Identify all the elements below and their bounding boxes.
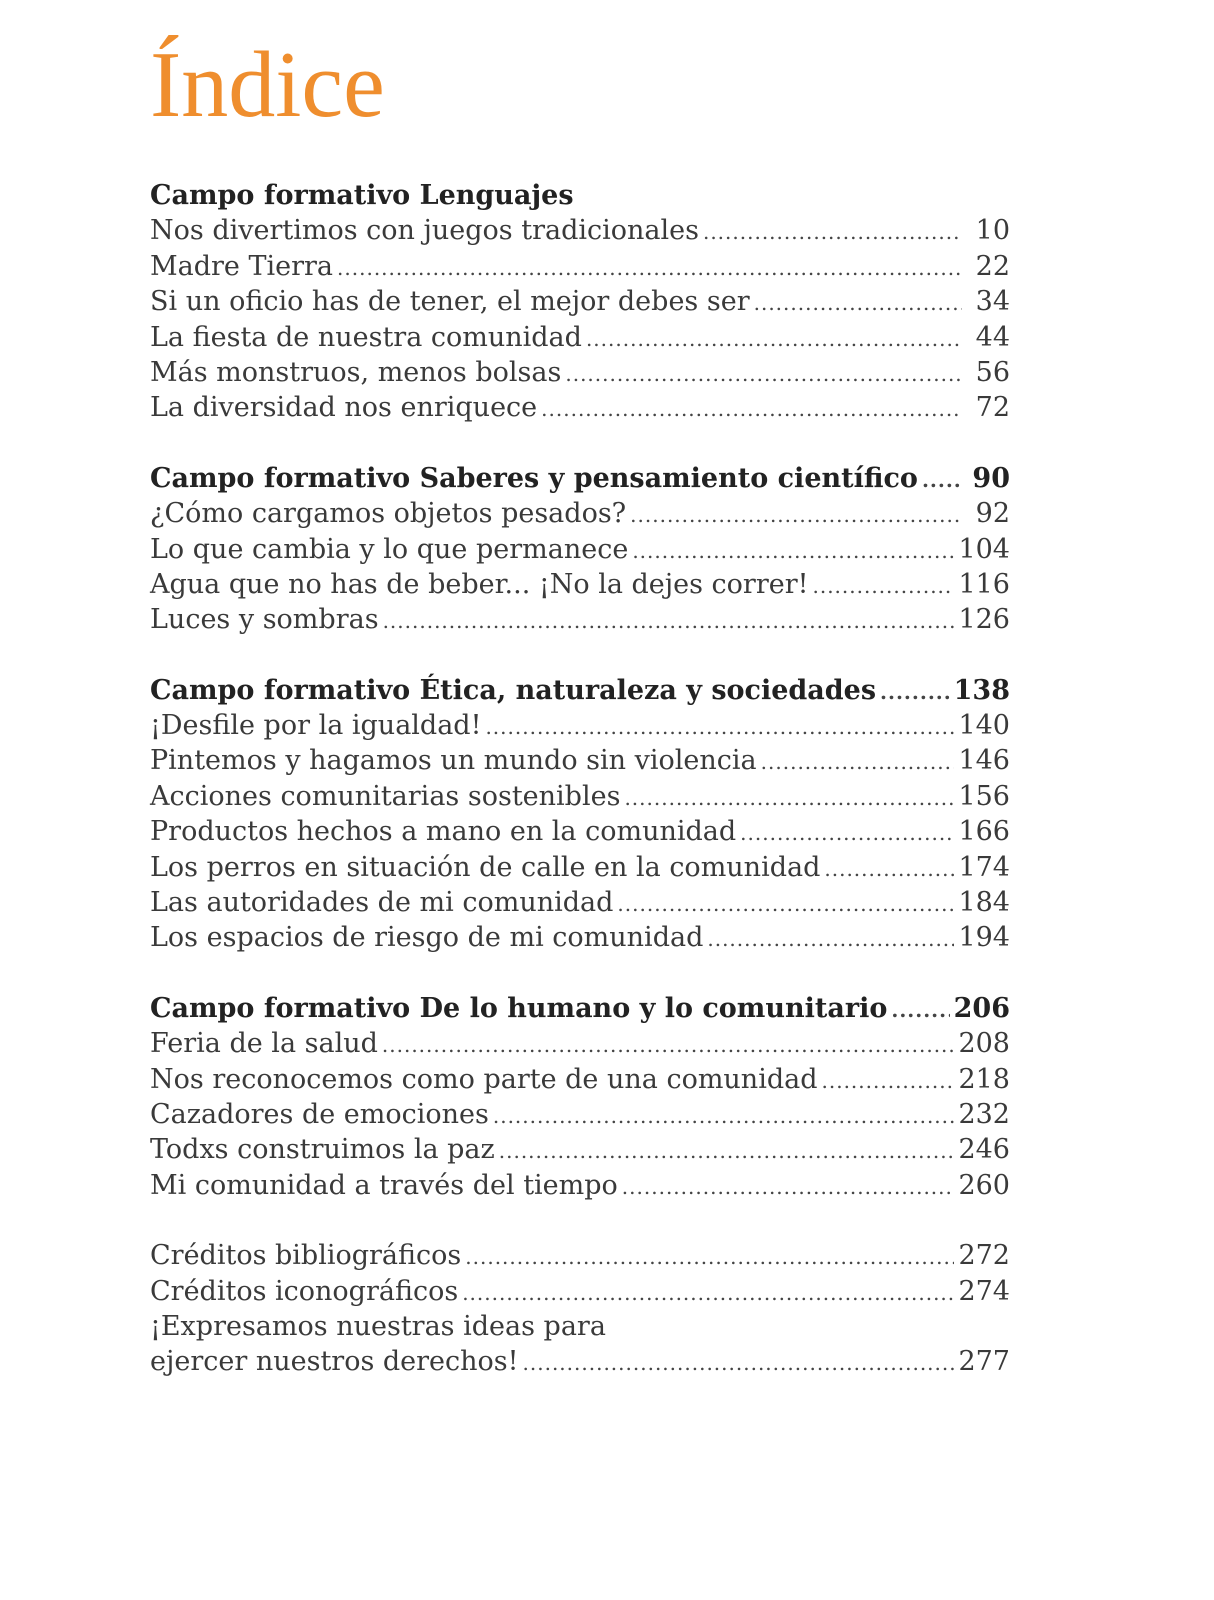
dot-leader: [465, 1240, 954, 1275]
section-heading-humano[interactable]: [150, 991, 1010, 1026]
dot-leader: [880, 675, 950, 710]
toc-entry-expresamos-line1[interactable]: [150, 1309, 1010, 1344]
page-number: 56: [975, 356, 1010, 388]
toc-entry[interactable]: [150, 390, 1010, 425]
toc-entry-label: Las autoridades de mi comunidad: [150, 887, 614, 919]
toc-entry-label: Lo que cambia y lo que permanece: [150, 533, 629, 565]
section-heading-lenguajes[interactable]: [150, 178, 1010, 213]
dot-leader: [891, 993, 949, 1028]
page-number: 116: [958, 568, 1010, 600]
page-number: 274: [958, 1275, 1010, 1307]
page-number: 90: [972, 462, 1010, 494]
toc-entry-label: Nos reconocemos como parte de una comunidad: [150, 1063, 818, 1095]
toc-entry-expresamos-line2[interactable]: [150, 1344, 1010, 1379]
toc-entry[interactable]: [150, 779, 1010, 814]
dot-leader: [822, 1064, 955, 1099]
page-number: 260: [958, 1169, 1010, 1201]
page-title: Índice: [150, 33, 385, 137]
page-number: 92: [975, 498, 1010, 530]
toc-entry-label: ¡Desfile por la igualdad!: [150, 710, 482, 742]
section-heading-label: Campo formativo Ética, naturaleza y sociedades: [150, 674, 877, 706]
page-number: 104: [958, 533, 1010, 565]
toc-entry[interactable]: [150, 1026, 1010, 1061]
section-spacer: [150, 426, 1010, 461]
dot-leader: [337, 251, 962, 286]
dot-leader: [922, 463, 962, 498]
toc-entry[interactable]: [150, 885, 1010, 920]
toc-entry-label: Pintemos y hagamos un mundo sin violencia: [150, 745, 757, 777]
section-spacer: [150, 956, 1010, 991]
page-number: 126: [958, 604, 1010, 636]
page-number: 272: [958, 1240, 1010, 1272]
toc-entry-label: Créditos bibliográficos: [150, 1240, 462, 1272]
toc-entry-label: La diversidad nos enriquece: [150, 392, 538, 424]
toc-entry[interactable]: [150, 355, 1010, 390]
page-number: 218: [958, 1063, 1010, 1095]
dot-leader: [630, 498, 962, 533]
page-number: 166: [958, 816, 1010, 848]
section-heading-saberes[interactable]: [150, 461, 1010, 496]
toc-entry[interactable]: [150, 213, 1010, 248]
toc-entry-credits-bibliographic[interactable]: [150, 1238, 1010, 1273]
toc-entry-label: Todxs construimos la paz: [150, 1134, 495, 1166]
page-number: 138: [953, 674, 1010, 706]
dot-leader: [523, 1346, 955, 1381]
page-number: 206: [953, 992, 1010, 1024]
toc-entry-label: Acciones comunitarias sostenibles: [150, 780, 621, 812]
dot-leader: [499, 1134, 955, 1169]
toc-entry-label: Madre Tierra: [150, 250, 334, 282]
toc-entry-label: ejercer nuestros derechos!: [150, 1346, 519, 1378]
page-number: 246: [958, 1134, 1010, 1166]
toc-entry[interactable]: [150, 284, 1010, 319]
page-number: 208: [958, 1028, 1010, 1060]
toc-entry[interactable]: [150, 1097, 1010, 1132]
dot-leader: [707, 922, 954, 957]
toc-entry[interactable]: [150, 708, 1010, 743]
toc-entry[interactable]: [150, 743, 1010, 778]
page-number: 194: [958, 922, 1010, 954]
section-heading-label: Campo formativo De lo humano y lo comunitario: [150, 992, 888, 1024]
table-of-contents: [150, 178, 1010, 1380]
toc-entry-label: ¡Expresamos nuestras ideas para: [150, 1310, 606, 1342]
toc-entry-label: ¿Cómo cargamos objetos pesados?: [150, 498, 627, 530]
section-heading-label: Campo formativo Saberes y pensamiento científico: [150, 462, 918, 494]
toc-entry[interactable]: [150, 814, 1010, 849]
dot-leader: [761, 745, 955, 780]
page-number: 34: [975, 286, 1010, 318]
page-number: 277: [958, 1346, 1010, 1378]
toc-entry[interactable]: [150, 920, 1010, 955]
toc-entry[interactable]: [150, 850, 1010, 885]
dot-leader: [632, 534, 954, 569]
dot-leader: [703, 215, 962, 250]
toc-entry[interactable]: [150, 1168, 1010, 1203]
toc-entry[interactable]: [150, 602, 1010, 637]
dot-leader: [383, 604, 955, 639]
dot-leader: [541, 392, 962, 427]
dot-leader: [382, 1028, 955, 1063]
page-number: 44: [975, 321, 1010, 353]
toc-entry[interactable]: [150, 249, 1010, 284]
dot-leader: [622, 1170, 955, 1205]
dot-leader: [617, 887, 954, 922]
section-spacer: [150, 638, 1010, 673]
toc-entry[interactable]: [150, 532, 1010, 567]
toc-entry-label: Cazadores de emociones: [150, 1098, 489, 1130]
toc-entry[interactable]: [150, 320, 1010, 355]
dot-leader: [754, 286, 962, 321]
dot-leader: [462, 1276, 954, 1311]
section-heading-label: Campo formativo Lenguajes: [150, 180, 574, 211]
dot-leader: [565, 357, 962, 392]
dot-leader: [812, 569, 954, 604]
toc-entry-label: Feria de la salud: [150, 1028, 378, 1060]
toc-entry-label: Productos hechos a mano en la comunidad: [150, 816, 737, 848]
page-number: 10: [975, 215, 1010, 247]
toc-entry-label: Créditos iconográficos: [150, 1275, 459, 1307]
page-number: 22: [975, 250, 1010, 282]
page-number: 156: [958, 780, 1010, 812]
dot-leader: [740, 816, 954, 851]
page-number: 140: [958, 710, 1010, 742]
page-number: 174: [958, 851, 1010, 883]
toc-entry-label: Los espacios de riesgo de mi comunidad: [150, 922, 704, 954]
page-number: 232: [958, 1098, 1010, 1130]
toc-entry-credits-iconographic[interactable]: [150, 1274, 1010, 1309]
section-spacer: [150, 1203, 1010, 1238]
dot-leader: [493, 1099, 955, 1134]
toc-entry-label: Si un oficio has de tener, el mejor debes ser: [150, 286, 750, 318]
dot-leader: [624, 781, 954, 816]
toc-entry-label: Nos divertimos con juegos tradicionales: [150, 215, 699, 247]
toc-entry[interactable]: [150, 496, 1010, 531]
page-number: 146: [958, 745, 1010, 777]
toc-entry[interactable]: [150, 1062, 1010, 1097]
toc-entry-label: Mi comunidad a través del tiempo: [150, 1169, 618, 1201]
toc-entry-label: La fiesta de nuestra comunidad: [150, 321, 582, 353]
page-number: 72: [975, 392, 1010, 424]
dot-leader: [586, 322, 962, 357]
section-heading-etica[interactable]: [150, 673, 1010, 708]
toc-entry[interactable]: [150, 567, 1010, 602]
toc-entry-label: Los perros en situación de calle en la comunidad: [150, 851, 821, 883]
toc-entry-label: Luces y sombras: [150, 604, 379, 636]
toc-entry-label: Más monstruos, menos bolsas: [150, 356, 562, 388]
dot-leader: [485, 710, 954, 745]
dot-leader: [824, 852, 954, 887]
page-number: 184: [958, 887, 1010, 919]
toc-entry-label: Agua que no has de beber... ¡No la dejes correr!: [150, 568, 809, 600]
toc-entry[interactable]: [150, 1132, 1010, 1167]
